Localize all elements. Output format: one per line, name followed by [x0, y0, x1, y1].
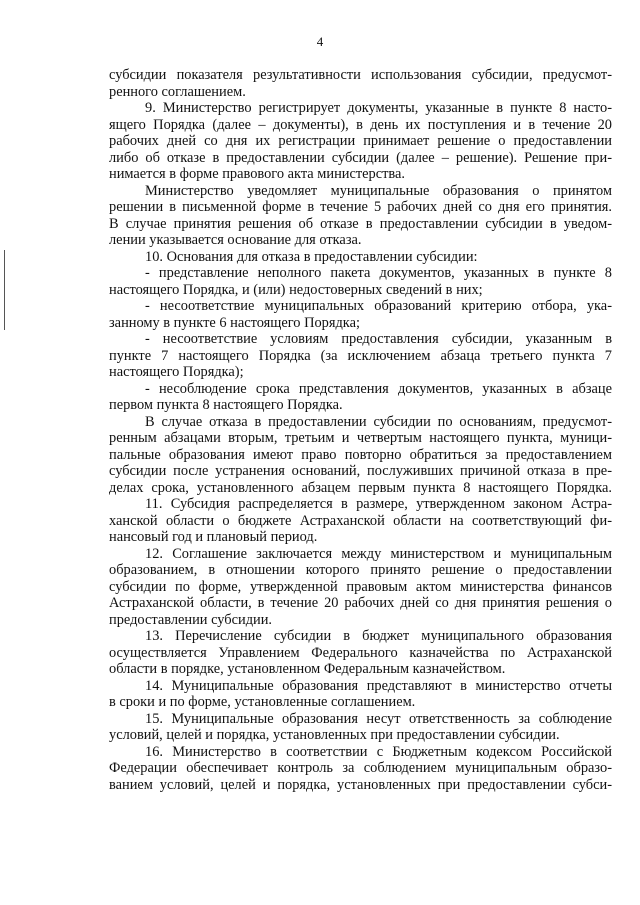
text-line: 10. Основания для отказа в предоставлении субсидии:: [145, 248, 478, 265]
text-line: настоящего Порядка, и (или) недостоверных сведений в них;: [109, 281, 483, 298]
text-line: Министерство уведомляет муниципальные образования о принятом: [145, 182, 612, 199]
text-line: решении в письменной форме в течение 5 рабочих дней со дня его принятия.: [109, 199, 612, 215]
document-body: [109, 67, 612, 793]
text-line: ханской области о бюджете Астраханской области на соответствующий фи-: [109, 512, 612, 529]
text-line: 16. Министерство в соответствии с Бюджетным кодексом Российской: [145, 743, 612, 760]
text-line: занному в пункте 6 настоящего Порядка;: [109, 314, 360, 331]
text-line: В случае принятия решения об отказе в предоставлении субсидии в уведом-: [109, 215, 612, 232]
text-line: пункте 7 настоящего Порядка (за исключением абзаца третьего пункта 7: [109, 347, 612, 364]
text-line: ренным абзацами вторым, третьим и четвертым настоящего пункта, муници-: [109, 430, 612, 446]
text-line: В случае отказа в предоставлении субсидии по основаниям, предусмот-: [145, 413, 612, 430]
text-line: ящего Порядка (далее – документы), в день их поступления и в течение 20: [109, 116, 612, 133]
text-line: 11. Субсидия распределяется в размере, утвержденном законом Астра-: [145, 496, 612, 512]
text-line: рабочих дней со дня их регистрации принимает решение о предоставлении: [109, 133, 612, 149]
text-line: лении указывается основание для отказа.: [109, 232, 362, 248]
text-line: Астраханской области, в течение 20 рабочих дней со дня принятия решения о: [109, 595, 612, 611]
text-line: либо об отказе в предоставлении субсидии (далее – решение). Решение при-: [109, 149, 612, 166]
text-line: области в порядке, установленном Федеральным казначейством.: [109, 661, 506, 677]
text-line: Федерации обеспечивает контроль за соблюдением муниципальным образо-: [109, 760, 612, 776]
text-line: пальные образования имеют право повторно обратиться за предоставлением: [109, 446, 612, 463]
text-line: - несоблюдение срока представления документов, указанных в абзаце: [145, 380, 612, 397]
text-line: субсидии по форме, утвержденной правовым актом министерства финансов: [109, 578, 612, 595]
text-line: субсидии показателя результативности использования субсидии, предусмот-: [109, 67, 612, 83]
text-line: 13. Перечисление субсидии в бюджет муниципального образования: [145, 628, 612, 644]
text-line: осуществляется Управлением Федерального казначейства по Астраханской: [109, 644, 612, 661]
text-line: 12. Соглашение заключается между министерством и муниципальным: [145, 545, 612, 562]
margin-mark: [4, 250, 5, 330]
text-line: субсидии после устранения оснований, послуживших причиной отказа в пре-: [109, 463, 612, 479]
text-line: - несоответствие муниципальных образований критерию отбора, ука-: [145, 298, 612, 314]
text-line: 9. Министерство регистрирует документы, указанные в пункте 8 насто-: [145, 100, 612, 116]
page-number: 4: [316, 34, 324, 49]
text-line: образованием, в отношении которого принято решение о предоставлении: [109, 562, 612, 578]
text-line: ренного соглашением.: [109, 83, 246, 100]
text-line: настоящего Порядка);: [109, 364, 244, 380]
text-line: 14. Муниципальные образования представляют в министерство отчеты: [145, 677, 612, 694]
text-line: - несоответствие условиям предоставления субсидии, указанным в: [145, 331, 612, 347]
text-line: в сроки и по форме, установленные соглашением.: [109, 694, 416, 710]
text-line: делах срока, установленного абзацем первым пункта 8 настоящего Порядка.: [109, 479, 612, 496]
text-line: 15. Муниципальные образования несут ответственность за соблюдение: [145, 710, 612, 727]
text-line: предоставлении субсидии.: [109, 611, 273, 628]
text-line: условий, целей и порядка, установленных при предоставлении субсидии.: [109, 727, 560, 743]
text-line: нансовый год и плановый период.: [109, 529, 318, 545]
text-line: ванием условий, целей и порядка, установленных при предоставлении субси-: [109, 776, 612, 793]
text-line: первом пункта 8 настоящего Порядка.: [109, 397, 343, 413]
text-line: нимается в форме правового акта министерства.: [109, 166, 406, 182]
text-line: - представление неполного пакета документов, указанных в пункте 8: [145, 265, 612, 281]
